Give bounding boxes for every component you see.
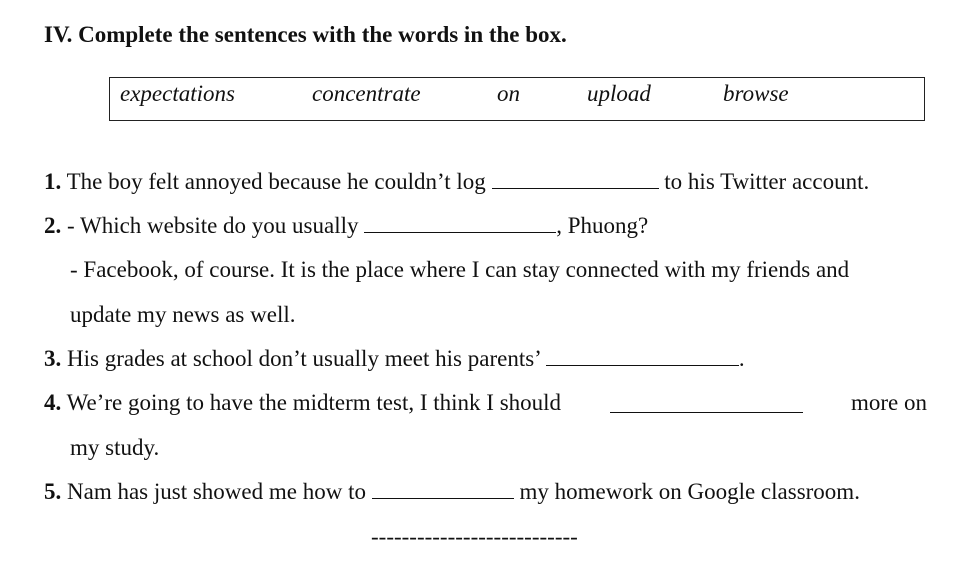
question-text: The boy felt annoyed because he couldn’t log xyxy=(66,169,486,194)
question-text: His grades at school don’t usually meet his parents’ xyxy=(67,346,541,371)
question-number: 3. xyxy=(44,346,62,371)
question-text: my homework on Google classroom. xyxy=(519,479,860,504)
question-4-start xyxy=(44,389,561,417)
question-text: . xyxy=(738,346,745,371)
question-text: more on xyxy=(850,390,927,415)
answer-blank[interactable] xyxy=(492,168,659,189)
answer-blank[interactable] xyxy=(372,478,514,499)
question-text: to his Twitter account. xyxy=(664,169,870,194)
question-number: 4. xyxy=(44,390,62,415)
question-2-reply-continued: update my news as well. xyxy=(70,302,296,327)
question-number: 1. xyxy=(44,169,62,194)
word-box xyxy=(109,77,925,121)
question-2-reply: - Facebook, of course. It is the place where I can stay connected with my friends and xyxy=(70,257,850,282)
exercise-heading: IV. Complete the sentences with the words in the box. xyxy=(44,22,567,47)
question-text: Nam has just showed me how to xyxy=(67,479,366,504)
word-option: upload xyxy=(587,81,651,106)
answer-blank[interactable] xyxy=(364,212,556,233)
question-4 xyxy=(44,389,927,417)
word-option: on xyxy=(497,81,520,106)
question-4-continued: my study. xyxy=(70,435,160,460)
question-number: 5. xyxy=(44,479,62,504)
answer-blank[interactable] xyxy=(610,392,803,413)
question-number: 2. xyxy=(44,213,62,238)
answer-blank[interactable] xyxy=(546,345,739,366)
word-option: browse xyxy=(723,81,789,106)
question-3 xyxy=(44,345,745,373)
question-2 xyxy=(44,212,648,240)
question-text: , Phuong? xyxy=(556,213,649,238)
question-1 xyxy=(44,168,869,196)
question-text: We’re going to have the midterm test, I think I should xyxy=(66,390,562,415)
word-option: concentrate xyxy=(312,81,421,106)
question-5 xyxy=(44,478,860,506)
question-text: - Which website do you usually xyxy=(67,213,359,238)
section-divider: --------------------------- xyxy=(371,524,578,549)
word-option: expectations xyxy=(120,81,235,106)
